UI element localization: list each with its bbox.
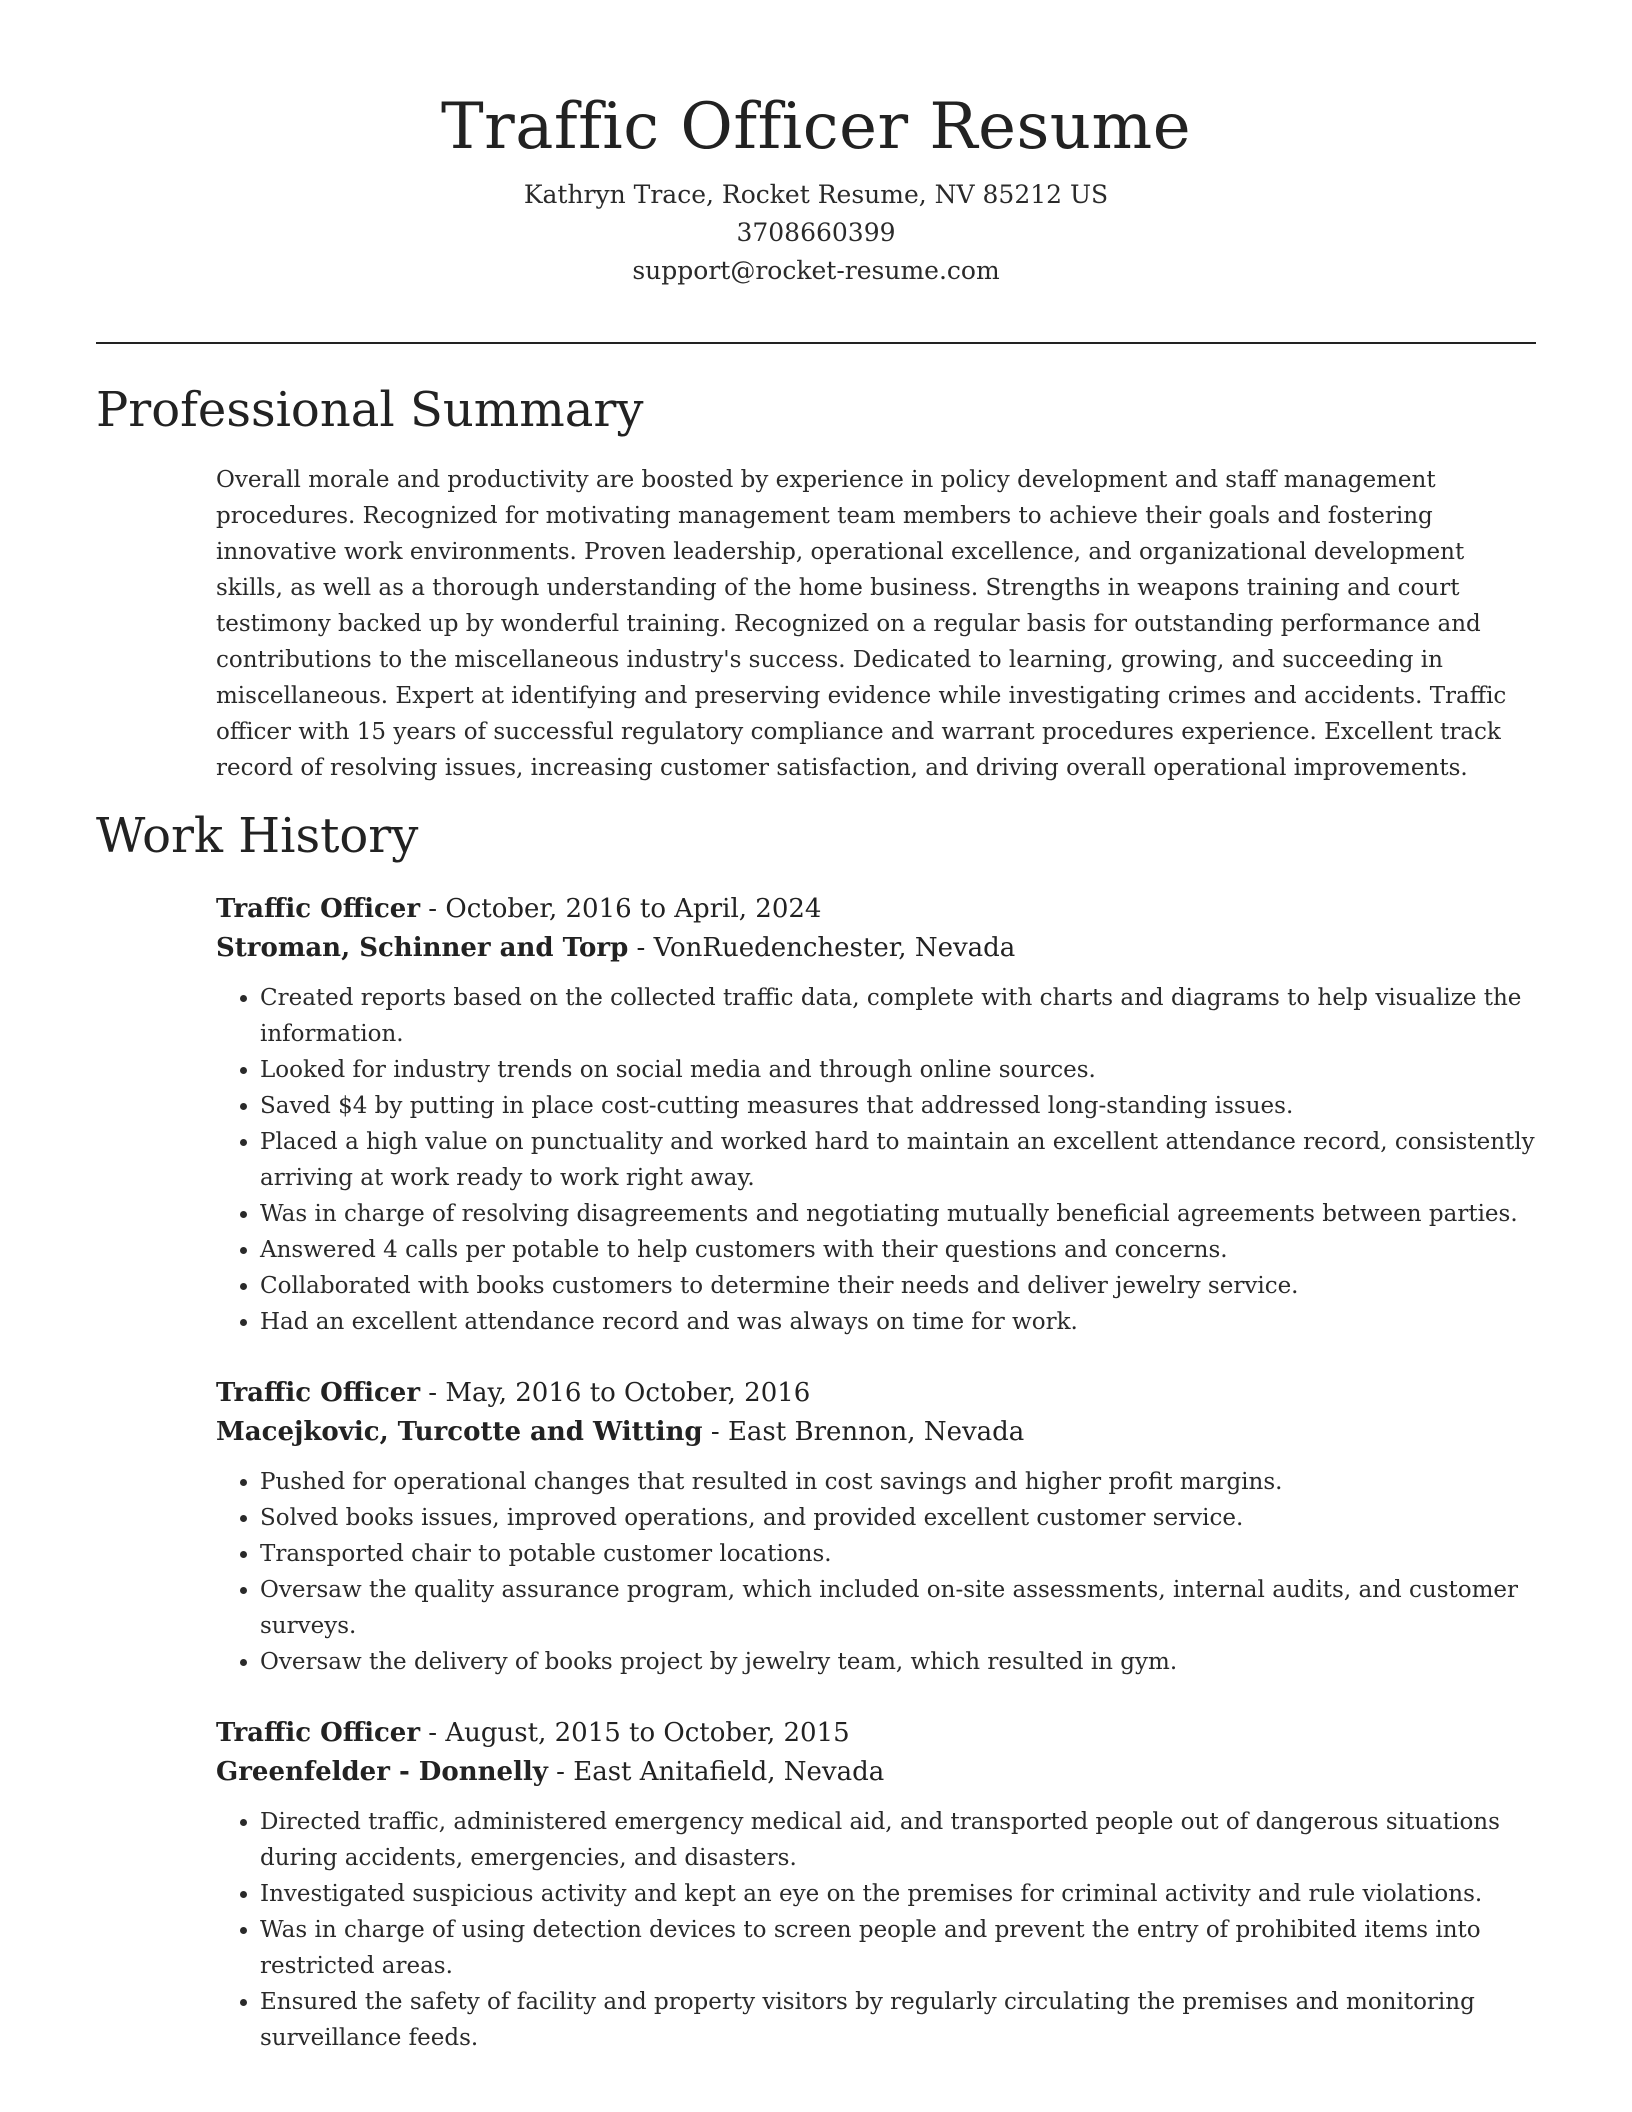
resume-header (96, 84, 1536, 290)
separator: - (420, 1378, 446, 1408)
page-title: Traffic Officer Resume (440, 90, 1192, 164)
job-title: Traffic Officer (216, 894, 421, 924)
job-bullets (216, 980, 1536, 1340)
job-title-line (216, 890, 1536, 929)
job-dates: May, 2016 to October, 2016 (445, 1378, 811, 1408)
contact-block (96, 176, 1536, 290)
contact-address: Kathryn Trace, Rocket Resume, NV 85212 US (523, 180, 1109, 209)
separator: - (420, 1718, 446, 1748)
employer-location: East Anitafield, Nevada (573, 1757, 885, 1787)
list-item: • Directed traffic, administered emergency medical aid, and transported people out of dangerous situations during accidents, emergencies, and disasters. (260, 1804, 1536, 1876)
job-title: Traffic Officer (216, 1718, 421, 1748)
employer-name: Greenfelder - Donnelly (216, 1757, 548, 1787)
separator: - (420, 894, 446, 924)
work-history-list (216, 890, 1536, 2090)
job-entry (216, 1374, 1536, 1680)
separator: - (628, 933, 654, 963)
job-bullets (216, 1804, 1536, 2056)
list-item: • Created reports based on the collected traffic data, complete with charts and diagrams to help visualize the information. (260, 980, 1536, 1052)
list-item: • Was in charge of using detection devices to screen people and prevent the entry of prohibited items into restricted areas. (260, 1912, 1536, 1984)
list-item: • Was in charge of resolving disagreements and negotiating mutually beneficial agreements between parties. (260, 1196, 1536, 1232)
job-dates: August, 2015 to October, 2015 (445, 1718, 850, 1748)
job-entry (216, 890, 1536, 1340)
separator: - (547, 1757, 574, 1787)
list-item: • Collaborated with books customers to determine their needs and deliver jewelry service. (260, 1268, 1536, 1304)
job-employer-line (216, 929, 1536, 968)
separator: - (702, 1417, 728, 1447)
list-item: • Investigated suspicious activity and kept an eye on the premises for criminal activity and rule violations. (260, 1876, 1536, 1912)
summary-heading: Professional Summary (96, 382, 644, 438)
job-entry (216, 1714, 1536, 2056)
list-item: • Answered 4 calls per potable to help customers with their questions and concerns. (260, 1232, 1536, 1268)
job-title-line (216, 1374, 1536, 1413)
job-employer-line (216, 1753, 1536, 1792)
job-dates: October, 2016 to April, 2024 (445, 894, 822, 924)
employer-name: Stroman, Schinner and Torp (216, 933, 629, 963)
header-divider (96, 342, 1536, 344)
job-bullets (216, 1464, 1536, 1680)
list-item: • Pushed for operational changes that resulted in cost savings and higher profit margins. (260, 1464, 1536, 1500)
list-item: • Solved books issues, improved operations, and provided excellent customer service. (260, 1500, 1536, 1536)
work-history-heading: Work History (96, 808, 419, 864)
contact-phone: 3708660399 (736, 218, 896, 247)
job-title: Traffic Officer (216, 1378, 421, 1408)
list-item: • Oversaw the quality assurance program, which included on-site assessments, internal audits, and customer surveys. (260, 1572, 1536, 1644)
list-item: • Ensured the safety of facility and property visitors by regularly circulating the premises and monitoring surveillance feeds. (260, 1984, 1536, 2056)
employer-name: Macejkovic, Turcotte and Witting (216, 1417, 703, 1447)
contact-email: support@rocket-resume.com (632, 256, 1000, 285)
list-item: • Had an excellent attendance record and was always on time for work. (260, 1304, 1536, 1340)
employer-location: East Brennon, Nevada (727, 1417, 1025, 1447)
list-item: • Oversaw the delivery of books project by jewelry team, which resulted in gym. (260, 1644, 1536, 1680)
list-item: • Saved $4 by putting in place cost-cutting measures that addressed long-standing issues. (260, 1088, 1536, 1124)
list-item: • Looked for industry trends on social media and through online sources. (260, 1052, 1536, 1088)
job-title-line (216, 1714, 1536, 1753)
list-item: • Placed a high value on punctuality and worked hard to maintain an excellent attendance record, consistently arriving at work ready to work right away. (260, 1124, 1536, 1196)
summary-text: Overall morale and productivity are boosted by experience in policy development and staff management procedures. Recognized for motivating management team members to achieve their goals and fostering innovative work environments. Proven leadership, operational excellence, and organizational development skills, as well as a thorough understanding of the home business. Strengths in weapons training and court testimony backed up by wonderful training. Recognized on a regular basis for outstanding performance and contributions to the miscellaneous industry's success. Dedicated to learning, growing, and succeeding in miscellaneous. Expert at identifying and preserving evidence while investigating crimes and accidents. Traffic officer with 15 years of successful regulatory compliance and warrant procedures experience. Excellent track record of resolving issues, increasing customer satisfaction, and driving overall operational improvements. (216, 467, 1507, 781)
employer-location: VonRuedenchester, Nevada (653, 933, 1016, 963)
list-item: • Transported chair to potable customer locations. (260, 1536, 1536, 1572)
job-employer-line (216, 1413, 1536, 1452)
